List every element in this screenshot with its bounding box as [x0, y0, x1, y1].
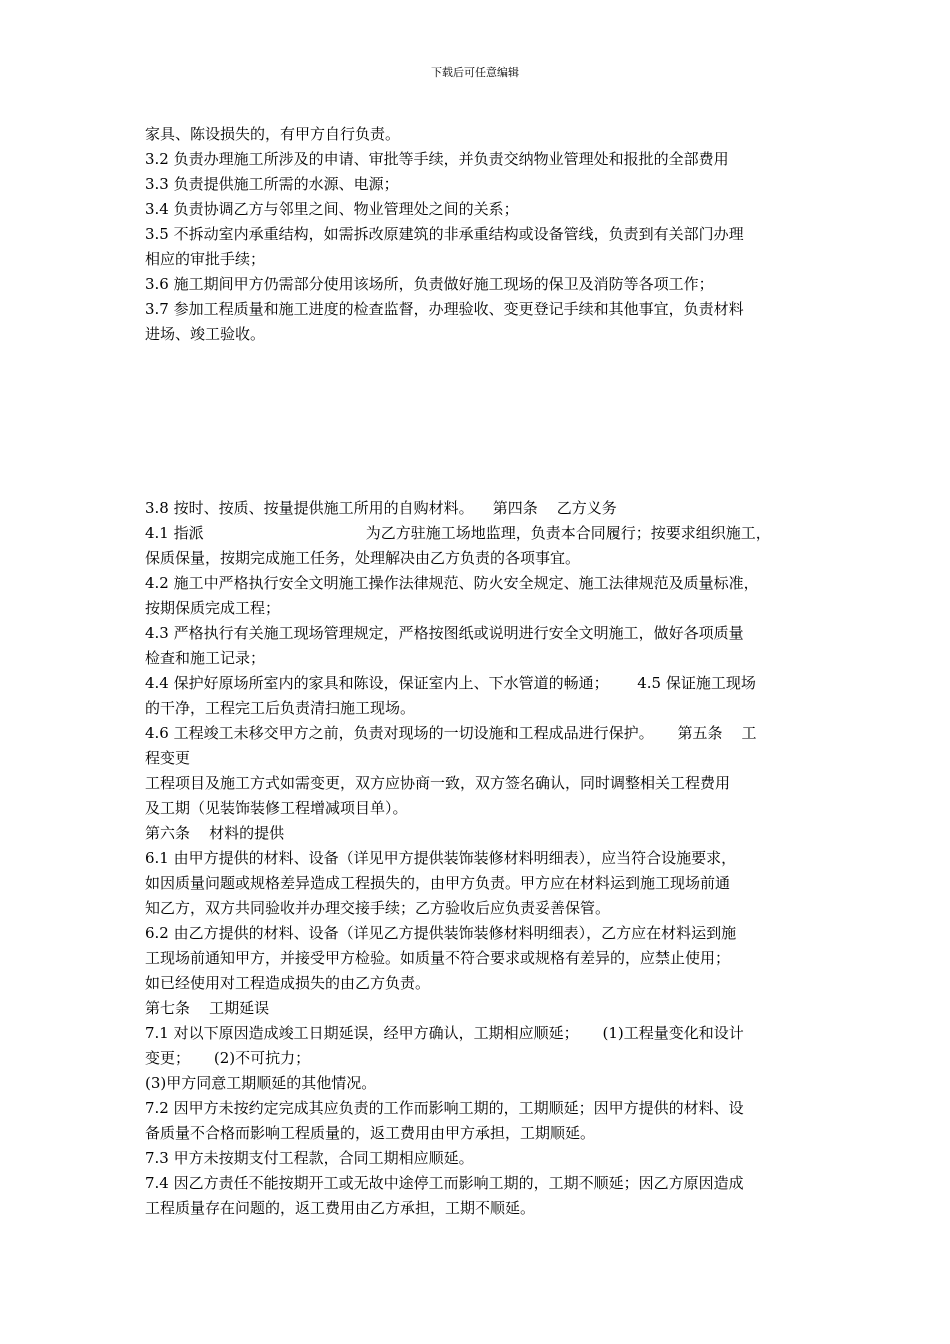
text-line: 3.5 不拆动室内承重结构，如需拆改原建筑的非承重结构或设备管线，负责到有关部门办理: [145, 225, 744, 243]
text-line: 检查和施工记录；: [145, 649, 266, 667]
text-line: 3.7 参加工程质量和施工进度的检查监督，办理验收、变更登记手续和其他事宜，负责材料: [145, 300, 744, 318]
text-line: 7.3 甲方未按期支付工程款，合同工期相应顺延。: [145, 1149, 474, 1167]
text-line: 3.4 负责协调乙方与邻里之间、物业管理处之间的关系；: [145, 200, 519, 218]
text-line: 6.1 由甲方提供的材料、设备（详见甲方提供装饰装修材料明细表），应当符合设施要求，: [145, 849, 737, 867]
text-line: 4.4 保护好原场所室内的家具和陈设，保证室内上、下水管道的畅通； 4.5 保证施工现场: [145, 674, 756, 692]
text-line: 4.1 指派 为乙方驻施工场地监理，负责本合同履行；按要求组织施工，: [145, 524, 771, 542]
text-line: 按期保质完成工程；: [145, 599, 281, 617]
page-header: 下载后可任意编辑: [431, 66, 519, 79]
text-line: 7.2 因甲方未按约定完成其应负责的工作而影响工期的，工期顺延；因甲方提供的材料、设: [145, 1099, 744, 1117]
text-line: 知乙方，双方共同验收并办理交接手续；乙方验收后应负责妥善保管。: [145, 899, 611, 917]
text-line: 3.2 负责办理施工所涉及的申请、审批等手续，并负责交纳物业管理处和报批的全部费用: [145, 150, 729, 168]
text-line: 工程项目及施工方式如需变更，双方应协商一致，双方签名确认，同时调整相关工程费用: [145, 774, 731, 792]
text-line: 7.1 对以下原因造成竣工日期延误，经甲方确认，工期相应顺延； (1)工程量变化和设计: [145, 1024, 744, 1042]
section-main-body: [145, 496, 825, 1221]
text-line: 保质保量，按期完成施工任务，处理解决由乙方负责的各项事宜。: [145, 549, 581, 567]
text-line: 3.8 按时、按质、按量提供施工所用的自购材料。 第四条 乙方义务: [145, 499, 617, 517]
text-line: 4.3 严格执行有关施工现场管理规定，严格按图纸或说明进行安全文明施工，做好各项质量: [145, 624, 744, 642]
text-line: 家具、陈设损失的，有甲方自行负责。: [145, 125, 401, 143]
text-line: 程变更: [145, 749, 191, 767]
text-line: 及工期（见装饰装修工程增减项目单）。: [145, 799, 408, 817]
text-line: 6.2 由乙方提供的材料、设备（详见乙方提供装饰装修材料明细表），乙方应在材料运到施: [145, 924, 737, 942]
text-line: 4.2 施工中严格执行安全文明施工操作法律规范、防火安全规定、施工法律规范及质量标准，: [145, 574, 759, 592]
text-line: 进场、竣工验收。: [145, 325, 266, 343]
text-line: 如因质量问题或规格差异造成工程损失的，由甲方负责。甲方应在材料运到施工现场前通: [145, 874, 731, 892]
text-line: 变更； (2)不可抗力；: [145, 1049, 311, 1067]
text-line: 相应的审批手续；: [145, 250, 266, 268]
text-line: 如已经使用对工程造成损失的由乙方负责。: [145, 974, 431, 992]
text-line: 备质量不合格而影响工程质量的，返工费用由甲方承担，工期顺延。: [145, 1124, 596, 1142]
text-line: 工程质量存在问题的，返工费用由乙方承担，工期不顺延。: [145, 1199, 536, 1217]
text-line: 工现场前通知甲方，并接受甲方检验。如质量不符合要求或规格有差异的，应禁止使用；: [145, 949, 731, 967]
section-party-a-duties: [145, 122, 825, 347]
section-heading: 第七条 工期延误: [145, 999, 270, 1017]
section-heading: 第六条 材料的提供: [145, 824, 285, 842]
text-line: (3)甲方同意工期顺延的其他情况。: [145, 1074, 377, 1092]
text-line: 3.3 负责提供施工所需的水源、电源；: [145, 175, 399, 193]
text-line: 7.4 因乙方责任不能按期开工或无故中途停工而影响工期的，工期不顺延；因乙方原因造成: [145, 1174, 744, 1192]
text-line: 的干净，工程完工后负责清扫施工现场。: [145, 699, 416, 717]
text-line: 3.6 施工期间甲方仍需部分使用该场所，负责做好施工现场的保卫及消防等各项工作；: [145, 275, 714, 293]
text-line: 4.6 工程竣工未移交甲方之前，负责对现场的一切设施和工程成品进行保护。 第五条 工: [145, 724, 757, 742]
